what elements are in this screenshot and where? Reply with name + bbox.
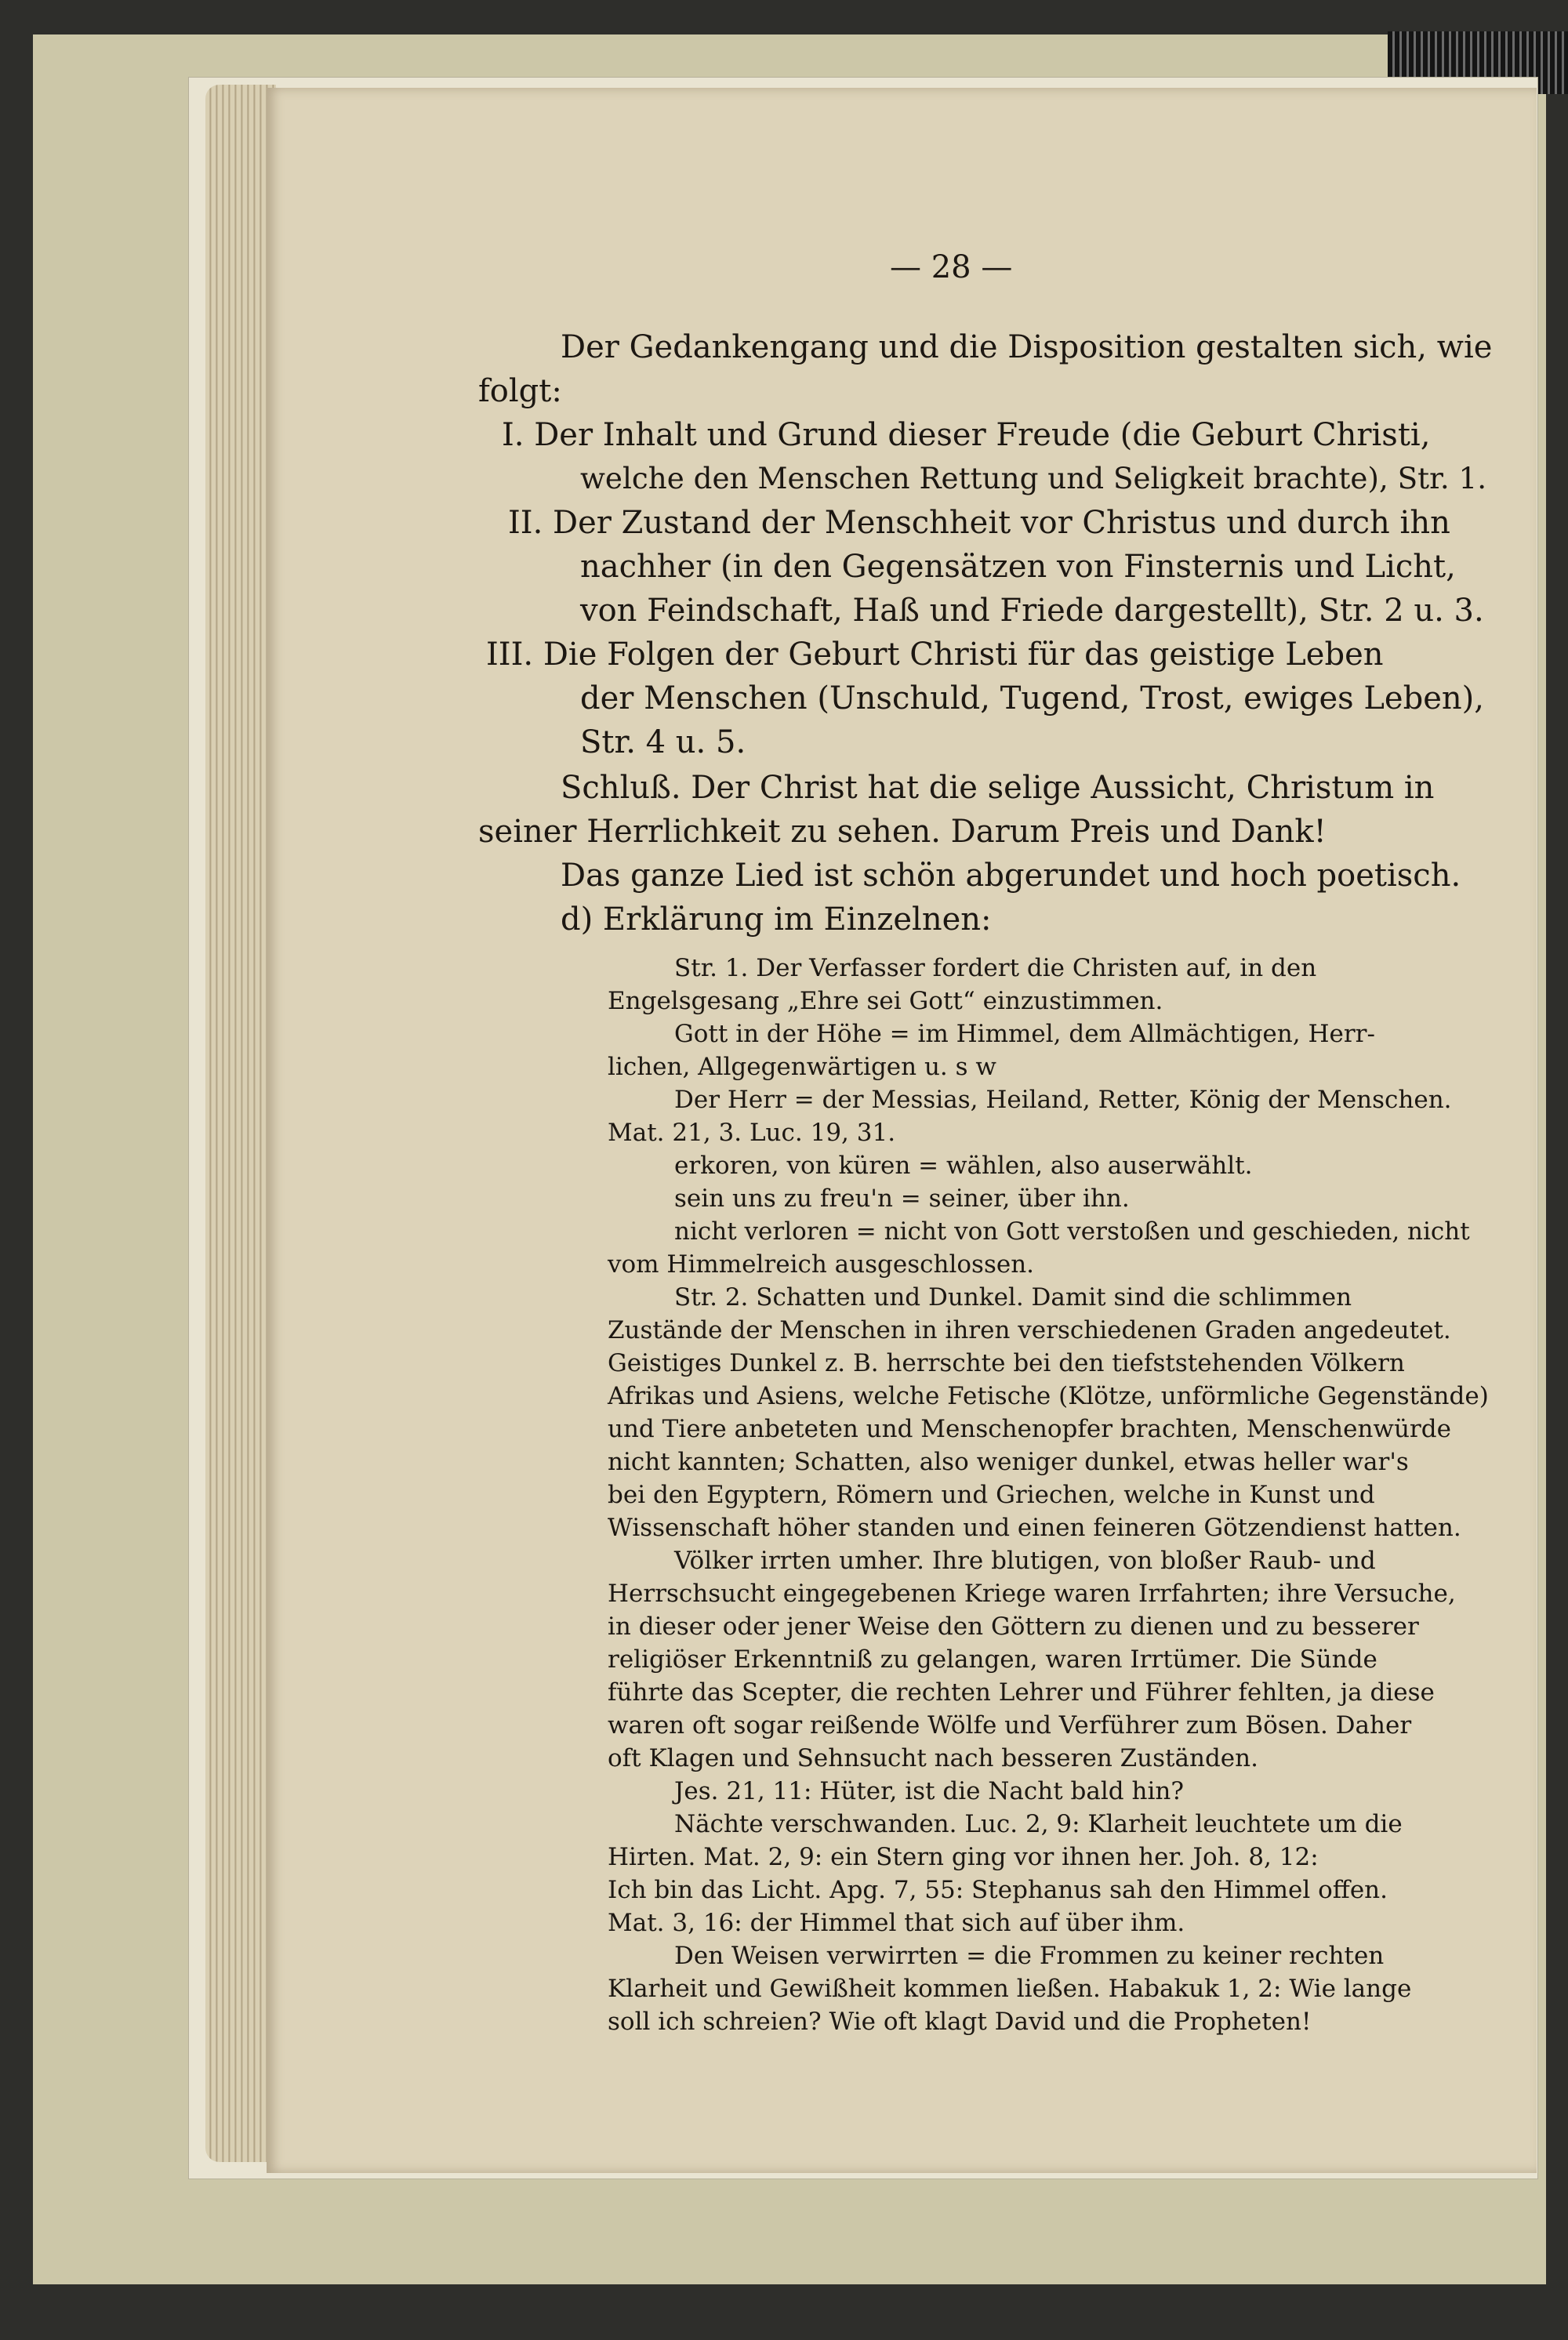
note-line-11: Str. 2. Schatten und Dunkel. Damit sind die schlimmen [674, 1283, 1352, 1311]
main-line-9: der Menschen (Unschuld, Tugend, Trost, ewiges Leben), [580, 680, 1484, 717]
note-line-17: bei den Egyptern, Römern und Griechen, welche in Kunst und [608, 1481, 1375, 1509]
note-line-16: nicht kannten; Schatten, also weniger dunkel, etwas heller war's [608, 1448, 1409, 1476]
note-line-3: Gott in der Höhe = im Himmel, dem Allmächtigen, Herr- [674, 1020, 1375, 1048]
note-line-33: soll ich schreien? Wie oft klagt David und die Propheten! [608, 2008, 1312, 2036]
main-line-10: Str. 4 u. 5. [580, 724, 746, 760]
note-line-29: Ich bin das Licht. Apg. 7, 55: Stephanus sah den Himmel offen. [608, 1876, 1388, 1904]
note-line-18: Wissenschaft höher standen und einen feineren Götzendienst hatten. [608, 1514, 1461, 1542]
note-line-2: Engelsgesang „Ehre sei Gott“ einzustimmen. [608, 987, 1163, 1015]
note-line-30: Mat. 3, 16: der Himmel that sich auf über ihm. [608, 1909, 1185, 1937]
note-line-25: oft Klagen und Sehnsucht nach besseren Zuständen. [608, 1744, 1258, 1772]
note-line-10: vom Himmelreich ausgeschlossen. [608, 1250, 1035, 1279]
main-line-7: von Feindschaft, Haß und Friede dargestellt), Str. 2 u. 3. [580, 593, 1484, 629]
note-line-12: Zustände der Menschen in ihren verschiedenen Graden angedeutet. [608, 1316, 1451, 1344]
note-line-5: Der Herr = der Messias, Heiland, Retter, König der Menschen. [674, 1086, 1452, 1114]
note-line-7: erkoren, von küren = wählen, also auserwählt. [674, 1152, 1253, 1180]
note-line-20: Herrschsucht eingegebenen Kriege waren Irrfahrten; ihre Versuche, [608, 1580, 1456, 1608]
main-line-2: folgt: [478, 373, 562, 409]
main-line-11: Schluß. Der Christ hat die selige Aussicht, Christum in [561, 770, 1435, 806]
note-line-27: Nächte verschwanden. Luc. 2, 9: Klarheit leuchtete um die [674, 1810, 1403, 1838]
note-line-19: Völker irrten umher. Ihre blutigen, von bloßer Raub- und [674, 1547, 1376, 1575]
main-line-14: d) Erklärung im Einzelnen: [561, 902, 992, 938]
main-line-1: Der Gedankengang und die Disposition gestalten sich, wie [561, 329, 1493, 365]
note-line-4: lichen, Allgegenwärtigen u. s w [608, 1053, 996, 1081]
main-line-12: seiner Herrlichkeit zu sehen. Darum Preis und Dank! [478, 814, 1327, 850]
main-line-5: II. Der Zustand der Menschheit vor Christus und durch ihn [508, 505, 1450, 541]
note-line-31: Den Weisen verwirrten = die Frommen zu keiner rechten [674, 1942, 1385, 1970]
note-line-1: Str. 1. Der Verfasser fordert die Christen auf, in den [674, 954, 1317, 982]
note-line-9: nicht verloren = nicht von Gott verstoßen und geschieden, nicht [674, 1217, 1470, 1246]
page-stack-edge [205, 85, 276, 2162]
note-line-8: sein uns zu freu'n = seiner, über ihn. [674, 1185, 1130, 1213]
note-line-13: Geistiges Dunkel z. B. herrschte bei den tiefststehenden Völkern [608, 1349, 1405, 1377]
note-line-23: führte das Scepter, die rechten Lehrer und Führer fehlten, ja diese [608, 1678, 1435, 1707]
note-line-28: Hirten. Mat. 2, 9: ein Stern ging vor ihnen her. Joh. 8, 12: [608, 1843, 1319, 1871]
note-line-26: Jes. 21, 11: Hüter, ist die Nacht bald hin? [674, 1777, 1184, 1805]
main-line-8: III. Die Folgen der Geburt Christi für das geistige Leben [486, 637, 1384, 673]
page-number: — 28 — [890, 249, 1013, 285]
main-line-4: welche den Menschen Rettung und Seligkeit brachte), Str. 1. [580, 461, 1487, 495]
note-line-14: Afrikas und Asiens, welche Fetische (Klötze, unförmliche Gegenstände) [608, 1382, 1489, 1410]
note-line-32: Klarheit und Gewißheit kommen ließen. Habakuk 1, 2: Wie lange [608, 1975, 1412, 2003]
note-line-21: in dieser oder jener Weise den Göttern zu dienen und zu besserer [608, 1613, 1419, 1641]
main-line-13: Das ganze Lied ist schön abgerundet und hoch poetisch. [561, 858, 1461, 894]
main-line-6: nachher (in den Gegensätzen von Finsternis und Licht, [580, 549, 1456, 585]
main-line-3: I. Der Inhalt und Grund dieser Freude (die Geburt Christi, [502, 417, 1431, 453]
note-line-6: Mat. 21, 3. Luc. 19, 31. [608, 1119, 896, 1147]
note-line-24: waren oft sogar reißende Wölfe und Verführer zum Bösen. Daher [608, 1711, 1412, 1740]
note-line-15: und Tiere anbeteten und Menschenopfer brachten, Menschenwürde [608, 1415, 1451, 1443]
note-line-22: religiöser Erkenntniß zu gelangen, waren Irrtümer. Die Sünde [608, 1645, 1377, 1674]
